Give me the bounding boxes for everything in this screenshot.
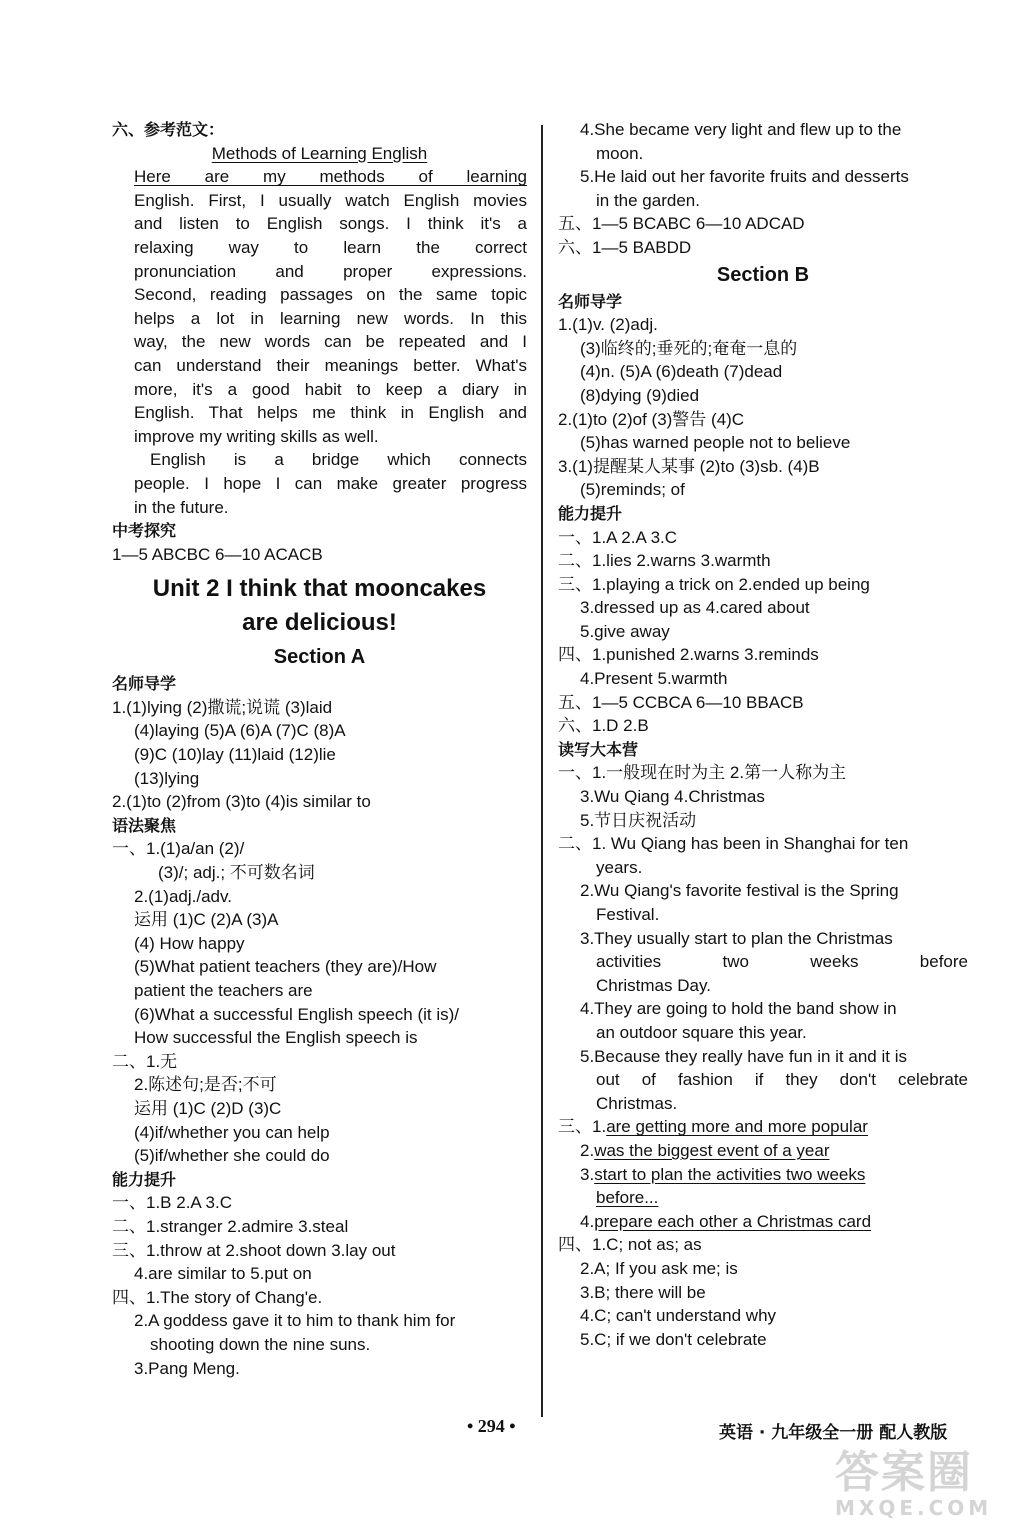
- section-heading: Section A: [273, 646, 366, 669]
- answer-line: (3)临终的;垂死的;奄奄一息的: [580, 338, 798, 358]
- underlined-answer: prepare each other a Christmas card: [594, 1211, 872, 1231]
- answer-line: 三、1.throw at 2.shoot down 3.lay out: [112, 1240, 396, 1260]
- answer-line: 1.(1)lying (2)撒谎;说谎 (3)laid: [112, 697, 333, 717]
- answer-line: 4.are similar to 5.put on: [134, 1264, 312, 1284]
- answer-line: English. First, I usually watch English movies: [134, 190, 527, 210]
- answer-line: Christmas.: [596, 1093, 678, 1113]
- answer-line: 3.They usually start to plan the Christmas: [580, 928, 893, 948]
- answer-line: in the future.: [134, 497, 229, 517]
- watermark-logo: 答案圈 MXQE.COM: [835, 1447, 993, 1520]
- answer-line: before...: [596, 1188, 659, 1208]
- subsection-heading: 语法聚焦: [112, 815, 177, 835]
- answer-line: 2.(1)to (2)of (3)警告 (4)C: [558, 409, 745, 429]
- answer-line: shooting down the nine suns.: [150, 1334, 371, 1354]
- left-column: [112, 118, 527, 1380]
- answer-line: 5.He laid out her favorite fruits and desserts: [580, 167, 909, 187]
- answer-line: way, the new words can be repeated and I: [134, 332, 527, 352]
- answer-line: 5.节日庆祝活动: [580, 810, 697, 830]
- answer-line: 四、1.punished 2.warns 3.reminds: [558, 645, 819, 665]
- answer-line: improve my writing skills as well.: [134, 426, 379, 446]
- unit-title-line: are delicious!: [242, 609, 397, 637]
- answer-line: 三、1.are getting more and more popular: [558, 1117, 868, 1137]
- answer-line: 三、1.playing a trick on 2.ended up being: [558, 574, 870, 594]
- answer-line: 二、1.lies 2.warns 3.warmth: [558, 551, 771, 571]
- answer-line: 3.Wu Qiang 4.Christmas: [580, 787, 765, 807]
- answer-line: moon.: [596, 143, 644, 163]
- answer-line: (4)if/whether you can help: [134, 1122, 330, 1142]
- answer-line: 一、1.(1)a/an (2)/: [112, 839, 245, 859]
- answer-line: 5.C; if we don't celebrate: [580, 1329, 767, 1349]
- subsection-heading: 能力提升: [112, 1169, 177, 1189]
- answer-line: 四、1.The story of Chang'e.: [112, 1287, 323, 1307]
- answer-line: 一、1.一般现在时为主 2.第一人称为主: [558, 763, 847, 783]
- answer-line: Here are my methods of learning: [134, 167, 527, 187]
- answer-line: 4.She became very light and flew up to the: [580, 120, 902, 139]
- answer-line: (5)has warned people not to believe: [580, 433, 851, 453]
- answer-line: 五、1—5 BCABC 6—10 ADCAD: [558, 214, 805, 234]
- subsection-heading: 中考探究: [112, 521, 177, 541]
- answer-line: 5.give away: [580, 621, 670, 641]
- underlined-answer: are getting more and more popular: [606, 1117, 868, 1137]
- answer-line: Christmas Day.: [596, 975, 711, 995]
- answer-line: 2.A goddess gave it to him to thank him for: [134, 1311, 456, 1331]
- answer-line: 二、1.无: [112, 1051, 178, 1071]
- answer-line: (4)laying (5)A (6)A (7)C (8)A: [134, 721, 346, 741]
- answer-line: 2.(1)to (2)from (3)to (4)is similar to: [112, 792, 371, 812]
- answer-line: (8)dying (9)died: [580, 385, 700, 405]
- answer-line: 二、1.stranger 2.admire 3.steal: [112, 1216, 349, 1236]
- subsection-heading: 读写大本营: [558, 739, 639, 759]
- answer-line: people. I hope I can make greater progress: [134, 473, 527, 493]
- subsection-heading: 六、参考范文：: [112, 120, 225, 139]
- answer-line: and listen to English songs. I think it's a: [134, 214, 527, 234]
- answer-line: (5)reminds; of: [580, 480, 685, 500]
- book-info: 英语 · 九年级全一册 配人教版: [719, 1423, 948, 1443]
- answer-line: relaxing way to learn the correct: [134, 237, 527, 257]
- answer-line: English. That helps me think in English and: [134, 403, 527, 423]
- answer-line: 4.prepare each other a Christmas card: [580, 1211, 872, 1231]
- answer-line: 六、1.D 2.B: [558, 716, 649, 736]
- answer-line: in the garden.: [596, 190, 700, 210]
- answer-line: (5)if/whether she could do: [134, 1146, 330, 1166]
- answer-line: 3.Pang Meng.: [134, 1358, 240, 1378]
- answer-line: Festival.: [596, 905, 660, 924]
- answer-line: more, it's a good habit to keep a diary in: [134, 379, 527, 399]
- answer-line: 二、1. Wu Qiang has been in Shanghai for ten: [558, 834, 909, 854]
- answer-line: (9)C (10)lay (11)laid (12)lie: [134, 745, 336, 765]
- answer-line: 一、1.A 2.A 3.C: [558, 527, 678, 547]
- answer-line: 一、1.B 2.A 3.C: [112, 1193, 232, 1213]
- answer-line: (4)n. (5)A (6)death (7)dead: [580, 362, 783, 382]
- answer-line: 六、1—5 BABDD: [558, 237, 692, 257]
- answer-line: can understand their meanings better. What's: [134, 355, 527, 375]
- answer-line: activities two weeks before: [596, 952, 968, 972]
- answer-line: 4.Present 5.warmth: [580, 669, 728, 689]
- answer-line: 4.They are going to hold the band show in: [580, 999, 897, 1019]
- answer-line: 2.A; If you ask me; is: [580, 1258, 738, 1278]
- answer-line: (13)lying: [134, 768, 200, 788]
- column-divider: [541, 125, 543, 1417]
- answer-line: 3.B; there will be: [580, 1282, 706, 1302]
- right-column: [558, 118, 968, 1351]
- subsection-heading: 名师导学: [558, 291, 623, 311]
- answer-line: (5)What patient teachers (they are)/How: [134, 957, 437, 977]
- answer-line: 四、1.C; not as; as: [558, 1235, 702, 1255]
- answer-line: Methods of Learning English: [211, 143, 428, 163]
- answer-line: 五、1—5 CCBCA 6—10 BBACB: [558, 692, 804, 712]
- answer-line: (6)What a successful English speech (it is)/: [134, 1004, 460, 1024]
- underlined-answer: was the biggest event of a year: [594, 1140, 830, 1160]
- answer-line: 2.was the biggest event of a year: [580, 1140, 830, 1160]
- answer-line: 1.(1)v. (2)adj.: [558, 315, 658, 335]
- answer-line: helps a lot in learning new words. In this: [134, 308, 527, 328]
- answer-line: pronunciation and proper expressions.: [134, 261, 527, 281]
- answer-line: 3.dressed up as 4.cared about: [580, 598, 810, 618]
- page-number: • 294 •: [467, 1416, 516, 1436]
- answer-line: (4) How happy: [134, 933, 245, 953]
- answer-line: 3.(1)提醒某人某事 (2)to (3)sb. (4)B: [558, 456, 820, 476]
- answer-line: 运用 (1)C (2)A (3)A: [134, 910, 279, 930]
- answer-line: How successful the English speech is: [134, 1028, 418, 1048]
- section-heading: Section B: [716, 263, 810, 286]
- subsection-heading: 能力提升: [558, 503, 623, 523]
- answer-line: an outdoor square this year.: [596, 1022, 807, 1042]
- answer-line: 2.(1)adj./adv.: [134, 886, 232, 906]
- answer-line: 2.陈述句;是否;不可: [134, 1075, 277, 1095]
- subsection-heading: 名师导学: [112, 674, 177, 694]
- unit-title-line: Unit 2 I think that mooncakes: [152, 575, 487, 603]
- answer-line: 2.Wu Qiang's favorite festival is the Spring: [580, 881, 899, 901]
- answer-line: 运用 (1)C (2)D (3)C: [134, 1098, 282, 1118]
- answer-line: 1—5 ABCBC 6—10 ACACB: [112, 544, 323, 564]
- answer-line: patient the teachers are: [134, 981, 313, 1000]
- answer-line: years.: [596, 857, 643, 877]
- answer-line: out of fashion if they don't celebrate: [596, 1070, 968, 1090]
- answer-line: 4.C; can't understand why: [580, 1306, 777, 1326]
- answer-line: English is a bridge which connects: [150, 450, 527, 470]
- answer-line: Second, reading passages on the same topic: [134, 285, 527, 305]
- answer-line: 5.Because they really have fun in it and it is: [580, 1046, 907, 1066]
- underlined-answer: start to plan the activities two weeks: [594, 1164, 866, 1184]
- answer-line: (3)/; adj.; 不可数名词: [158, 863, 315, 883]
- answer-line: 3.start to plan the activities two weeks: [580, 1164, 866, 1184]
